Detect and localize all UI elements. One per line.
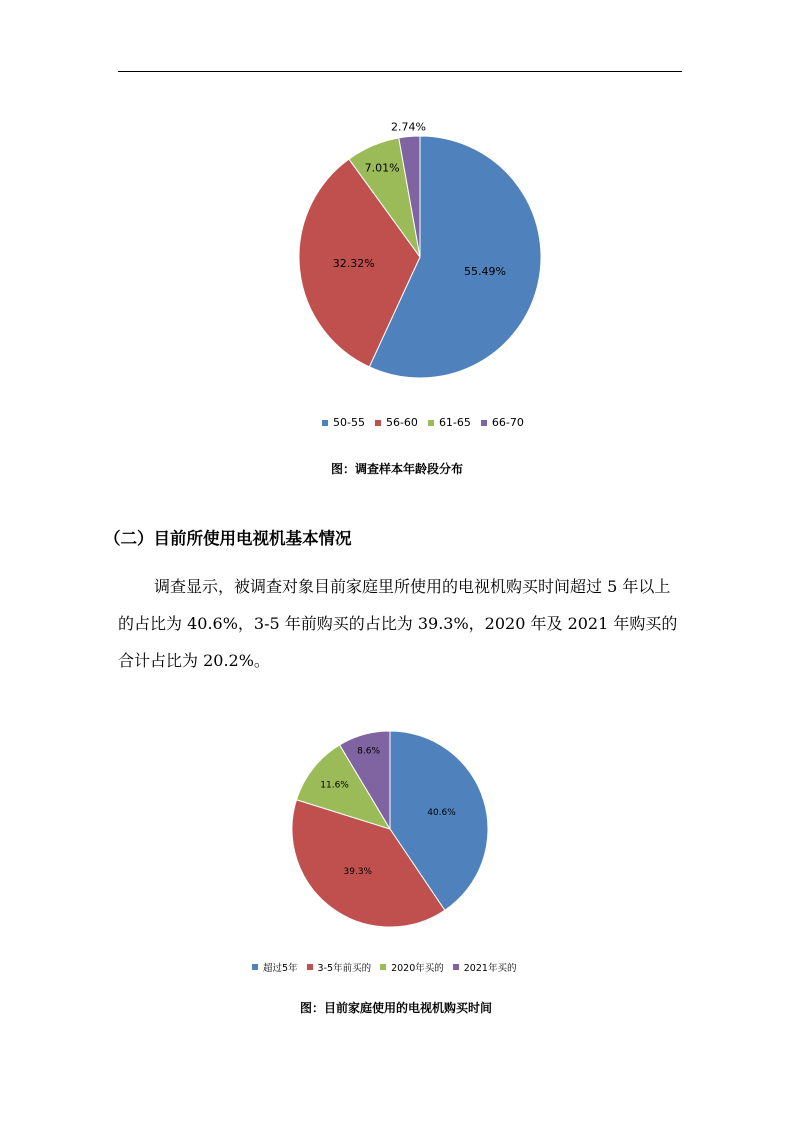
- body-paragraph-block: [118, 568, 678, 679]
- chart2-data-label-1: 39.3%: [343, 867, 373, 878]
- chart1-data-label-1: 32.32%: [332, 257, 375, 271]
- chart2-caption: 图：目前家庭使用的电视机购买时间: [300, 1001, 493, 1015]
- body-paragraph: 调查显示，被调查对象目前家庭里所使用的电视机购买时间超过 5 年以上的占比为 40.6%，3-5 年前购买的占比为 39.3%，2020 年及 2021 年购买的合计占比为 20.2%。: [118, 577, 678, 670]
- chart1-legend-label-0: 50-55: [333, 416, 365, 429]
- chart2-legend: [252, 960, 525, 974]
- chart1-legend-label-1: 56-60: [385, 416, 418, 429]
- chart2-data-label-3: 8.6%: [357, 746, 381, 757]
- chart2-legend-swatch-0: [252, 964, 258, 970]
- chart1-data-label-3: 2.74%: [391, 120, 426, 134]
- chart1-legend-swatch-0: [322, 420, 328, 426]
- chart1-legend-label-3: 66-70: [491, 416, 524, 429]
- chart1-legend-item-1: [375, 416, 418, 429]
- chart2-legend-item-2: [380, 960, 444, 974]
- chart2-legend-label-1: 3-5年前买的: [317, 963, 372, 974]
- chart1-data-label-2: 7.01%: [364, 161, 400, 175]
- chart2-legend-item-1: [307, 960, 372, 974]
- chart1-data-label-0: 55.49%: [464, 264, 506, 278]
- chart2-legend-label-2: 2020年买的: [391, 963, 444, 974]
- chart1-legend-item-3: [481, 416, 524, 429]
- chart2-legend-swatch-2: [380, 964, 386, 970]
- chart1-legend-item-2: [428, 416, 471, 429]
- chart1-legend-item-0: [322, 416, 365, 429]
- chart2-legend-item-3: [453, 960, 517, 974]
- chart2-legend-swatch-1: [307, 964, 313, 970]
- section-heading: （二）目前所使用电视机基本情况: [104, 529, 352, 548]
- chart2-legend-item-0: [252, 960, 298, 974]
- chart1-legend-swatch-2: [428, 420, 434, 426]
- chart1-legend: [322, 416, 534, 429]
- chart2-data-label-2: 11.6%: [320, 780, 349, 791]
- chart2-data-label-0: 40.6%: [427, 808, 456, 819]
- chart2-legend-swatch-3: [453, 964, 459, 970]
- chart1-legend-swatch-1: [375, 420, 381, 426]
- chart2-legend-label-3: 2021年买的: [463, 963, 517, 974]
- chart1-caption: 图：调查样本年龄段分布: [331, 462, 464, 476]
- chart2-legend-label-0: 超过5年: [263, 963, 298, 974]
- chart1-legend-swatch-3: [481, 420, 487, 426]
- chart1-legend-label-2: 61-65: [438, 416, 471, 429]
